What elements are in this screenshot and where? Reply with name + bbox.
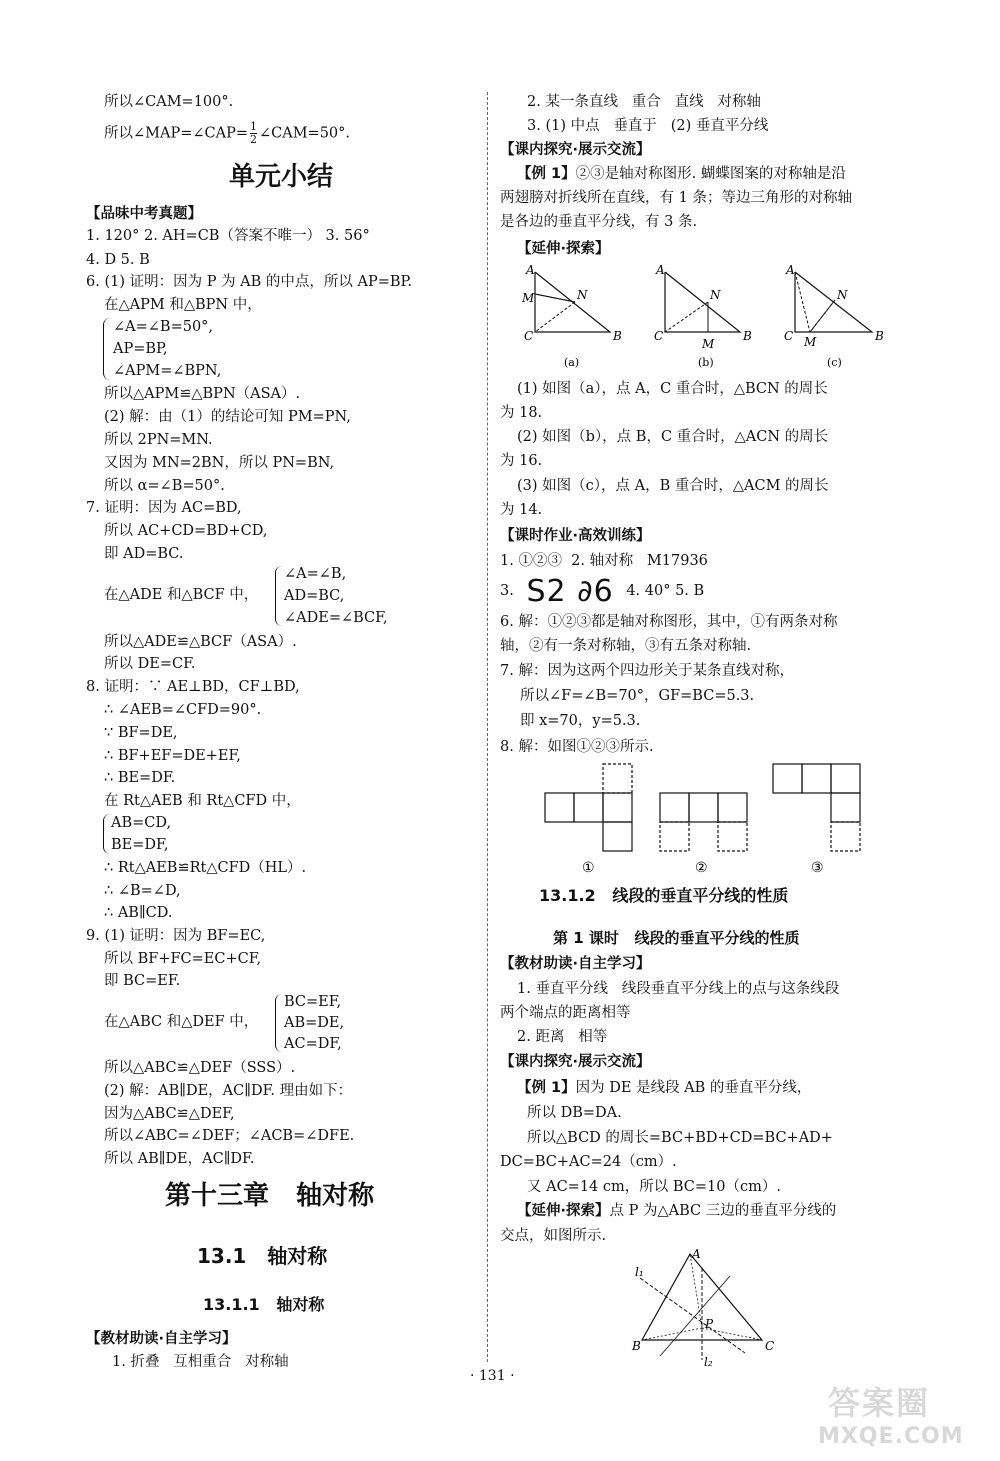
point-label: C: [784, 329, 794, 343]
text-line: 所以 DE=CF.: [104, 656, 196, 672]
subsection-title: 13.1.2 线段的垂直平分线的性质: [539, 886, 789, 905]
section-title: 单元小结: [229, 162, 334, 192]
text-line: 1. 折叠 互相重合 对称轴: [112, 1354, 289, 1370]
text-line: ∠APM=∠BPN,: [113, 363, 222, 379]
text-line: AP=BP,: [113, 341, 168, 357]
text-segment: 所以∠MAP=∠CAP=: [104, 125, 248, 142]
text-segment: ②③是轴对称图形. 蝴蝶图案的对称轴是沿: [575, 166, 846, 182]
section-label: 【课内探究·展示交流】: [500, 1054, 651, 1070]
text-line: [517, 164, 846, 184]
text-line: 1. 垂直平分线 线段垂直平分线上的点与这条线段: [517, 981, 840, 997]
text-line: 两个端点的距离相等: [500, 1005, 631, 1021]
text-line: [517, 1078, 811, 1098]
text-line: 又 AC=14 cm，所以 BC=10（cm）.: [527, 1179, 781, 1195]
text-line: [500, 574, 705, 609]
column-divider: [487, 92, 488, 1362]
point-label: N: [577, 288, 588, 302]
text-line: 所以 BF+FC=EC+CF,: [104, 951, 262, 967]
text-line: 又因为 MN=2BN，所以 PN=BN,: [104, 455, 335, 471]
point-label: M: [522, 291, 535, 305]
text-line: 即 AD=BC.: [104, 546, 184, 562]
net-caption: ③: [811, 860, 824, 875]
page-number: · 131 ·: [470, 1368, 515, 1384]
point-label: B: [613, 329, 622, 343]
point-label: B: [632, 1339, 641, 1353]
net-square: [831, 793, 860, 822]
text-line: (2) 解：AB∥DE，AC∥DF. 理由如下：: [104, 1083, 353, 1099]
point-label: l₁: [635, 1265, 644, 1279]
text-line: BC=EF,: [284, 994, 342, 1010]
text-line: ∠A=∠B=50°,: [113, 319, 214, 335]
net-square: [802, 764, 831, 793]
brace: [103, 814, 110, 854]
net-square: [718, 793, 747, 822]
text-line: 8. 证明：∵ AE⊥BD，CF⊥BD,: [86, 679, 300, 695]
net-caption: ②: [695, 860, 708, 875]
net-square-dashed: [831, 822, 860, 851]
text-line: (2) 解：由（1）的结论可知 PM=PN,: [104, 409, 351, 425]
text-line: [517, 1201, 836, 1221]
brace: [103, 318, 110, 380]
text-line: (1) 如图（a），点 A，C 重合时，△BCN 的周长: [517, 381, 828, 397]
watermark-logo: 答案圈: [828, 1384, 931, 1422]
dashed-line: [535, 294, 575, 302]
text-line: 所以 AB∥DE，AC∥DF.: [104, 1151, 255, 1167]
text-line: 在△ADE 和△BCF 中，: [104, 587, 259, 603]
bisector-figure: [620, 1248, 790, 1368]
text-line: 即 BC=EF.: [104, 973, 181, 989]
section-label: 【课内探究·展示交流】: [500, 142, 651, 158]
lesson-title: 第 1 课时 线段的垂直平分线的性质: [553, 929, 800, 947]
text-line: AB=CD,: [111, 815, 172, 831]
text-line: 2. 距离 相等: [517, 1029, 608, 1045]
text-segment: 4. 40° 5. B: [626, 583, 705, 599]
point-label: A: [786, 263, 795, 277]
point-label: N: [710, 288, 721, 302]
section-label: 【教材助读·自主学习】: [86, 1331, 237, 1347]
text-line: 所以△APM≌△BPN（ASA）.: [104, 386, 301, 402]
dashed-line: [665, 302, 708, 332]
text-line: ∴ Rt△AEB≌Rt△CFD（HL）.: [104, 860, 307, 876]
text-line: 轴，②有一条对称轴，③有五条对称轴.: [500, 638, 752, 654]
text-line: ∴ ∠B=∠D,: [104, 883, 181, 899]
figure-a: [521, 263, 622, 369]
net-square-dashed: [660, 822, 689, 851]
section-label: 【品味中考真题】: [86, 206, 202, 222]
net-square: [545, 793, 574, 822]
text-line: 所以 α=∠B=50°.: [104, 478, 225, 494]
text-segment: 点 P 为△ABC 三边的垂直平分线的: [609, 1203, 837, 1219]
text-line: ∴ BF+EF=DE+EF,: [104, 748, 241, 764]
example-label: 【例 1】: [517, 166, 576, 182]
text-line: 在△APM 和△BPN 中，: [104, 297, 262, 313]
fraction-numerator: 1: [250, 120, 257, 133]
example-label: 【例 1】: [517, 1080, 576, 1096]
text-line: ∴ BE=DF.: [104, 770, 176, 786]
brace: [275, 994, 282, 1052]
triangle-figures: [510, 262, 910, 377]
text-line: 所以△ABC≌△DEF（SSS）.: [104, 1060, 296, 1076]
figure-c: [784, 263, 884, 369]
section-title: 13.1 轴对称: [197, 1244, 328, 1268]
section-label: 【教材助读·自主学习】: [500, 956, 651, 972]
text-line: 为 18.: [500, 405, 543, 421]
net-square: [831, 764, 860, 793]
net-square: [689, 793, 718, 822]
text-line: 所以△BCD 的周长=BC+BD+CD=BC+AD+: [527, 1130, 833, 1146]
section-label: 【延伸·探索】: [517, 241, 610, 257]
text-line: 所以∠ABC=∠DEF；∠ACB=∠DFE.: [104, 1128, 355, 1144]
text-line: 所以∠CAM=100°.: [104, 94, 234, 110]
figure-caption: (a): [564, 356, 580, 369]
point-label: N: [837, 288, 848, 302]
figure-caption: (c): [827, 356, 842, 369]
text-segment: 因为 DE 是线段 AB 的垂直平分线，: [575, 1080, 812, 1096]
figure-caption: (b): [698, 356, 714, 369]
text-line: 所以△ADE≌△BCF（ASA）.: [104, 634, 297, 650]
watermark-url: MXQE.COM: [818, 1424, 964, 1449]
text-line: ∠A=∠B,: [284, 566, 347, 582]
text-line: (2) 如图（b），点 B，C 重合时，△ACN 的周长: [517, 429, 829, 445]
point-label: l₂: [704, 1355, 713, 1368]
net-square: [574, 793, 603, 822]
text-line: ∴ AB∥CD.: [104, 905, 173, 921]
text-line: 2. 某一条直线 重合 直线 对称轴: [527, 94, 761, 110]
text-line: 9. (1) 证明：因为 BF=EC,: [86, 928, 266, 944]
section-label: 【课时作业·高效训练】: [500, 528, 651, 544]
text-line: (3) 如图（c），点 A，B 重合时，△ACM 的周长: [517, 478, 829, 494]
text-line: 在△ABC 和△DEF 中，: [104, 1014, 259, 1030]
point-label: A: [656, 263, 665, 277]
fraction: [250, 121, 257, 146]
net-square: [603, 793, 632, 822]
text-line: 在 Rt△AEB 和 Rt△CFD 中，: [104, 793, 301, 809]
text-segment: ∠CAM=50°.: [259, 125, 351, 142]
net-square-dashed: [603, 764, 632, 793]
point-label: P: [705, 1317, 714, 1331]
text-line: 所以 DB=DA.: [527, 1105, 622, 1121]
text-line: 所以∠F=∠B=70°，GF=BC=5.3.: [520, 688, 755, 704]
point-label: B: [743, 329, 752, 343]
text-line: 4. D 5. B: [86, 252, 150, 268]
net-2: [660, 793, 747, 851]
point-label: M: [804, 335, 817, 349]
point-label: C: [524, 329, 534, 343]
segment-pa: [690, 1254, 702, 1328]
text-line: 6. 解：①②③都是轴对称图形，其中，①有两条对称: [500, 614, 838, 630]
text-line: ∠ADE=∠BCF,: [284, 610, 388, 626]
triangle-abc-b: [665, 272, 740, 332]
square-nets: [540, 760, 870, 875]
text-line: 为 14.: [500, 502, 543, 518]
dashed-line: [535, 302, 575, 332]
text-line: 7. 证明：因为 AC=BD,: [86, 500, 242, 516]
text-line: DC=BC+AC=24（cm）.: [500, 1154, 677, 1170]
text-line: 1. 120° 2. AH=CB（答案不唯一） 3. 56°: [86, 228, 370, 244]
segment-pb: [642, 1328, 702, 1340]
fraction-denominator: 2: [250, 133, 257, 146]
net-square-dashed: [718, 822, 747, 851]
text-line: 7. 解：因为这两个四边形关于某条直线对称，: [500, 663, 794, 679]
net-square: [660, 793, 689, 822]
net-caption: ①: [582, 860, 595, 875]
text-line: AC=DF,: [284, 1036, 342, 1052]
text-line: 所以 2PN=MN.: [104, 432, 213, 448]
text-line: ∵ BF=DE,: [104, 725, 178, 741]
text-line: 即 x=70，y=5.3.: [520, 713, 641, 729]
text-line: 6. (1) 证明：因为 P 为 AB 的中点，所以 AP=BP.: [86, 274, 412, 290]
text-line: 3. (1) 中点 垂直于 (2) 垂直平分线: [527, 118, 769, 134]
text-segment: 3.: [500, 583, 514, 599]
net-square: [603, 822, 632, 851]
net-3: [773, 764, 860, 851]
example-label: 【延伸·探索】: [517, 1203, 610, 1219]
figure-b: [654, 263, 752, 369]
point-label: C: [765, 1339, 775, 1353]
net-1: [545, 764, 632, 851]
text-line: ∴ ∠AEB=∠CFD=90°.: [104, 702, 262, 718]
point-label: B: [875, 329, 884, 343]
text-line: [104, 121, 350, 146]
text-line: 所以 AC+CD=BD+CD,: [104, 523, 268, 539]
point-label: A: [692, 1248, 701, 1261]
point-label: A: [526, 263, 535, 277]
dashed-line: [795, 272, 810, 332]
mirror-glyphs: S2 ∂6: [526, 574, 614, 609]
text-line: 交点，如图所示.: [500, 1228, 607, 1244]
text-line: 8. 解：如图①②③所示.: [500, 739, 654, 755]
text-line: 1. ①②③ 2. 轴对称 M17936: [500, 553, 708, 569]
text-line: 为 16.: [500, 453, 543, 469]
text-line: 因为△ABC≌△DEF,: [104, 1106, 235, 1122]
text-line: BE=DF,: [111, 837, 169, 853]
text-line: AD=BC,: [284, 588, 345, 604]
brace: [275, 566, 282, 626]
point-label: M: [702, 337, 715, 351]
subsection-title: 13.1.1 轴对称: [203, 1295, 325, 1314]
text-line: AB=DE,: [284, 1015, 345, 1031]
chapter-title: 第十三章 轴对称: [165, 1181, 375, 1211]
text-line: 两翅膀对折线所在直线，有 1 条；等边三角形的对称轴: [500, 190, 852, 206]
text-line: 是各边的垂直平分线，有 3 条.: [500, 214, 698, 230]
net-square: [773, 764, 802, 793]
point-label: C: [654, 329, 664, 343]
